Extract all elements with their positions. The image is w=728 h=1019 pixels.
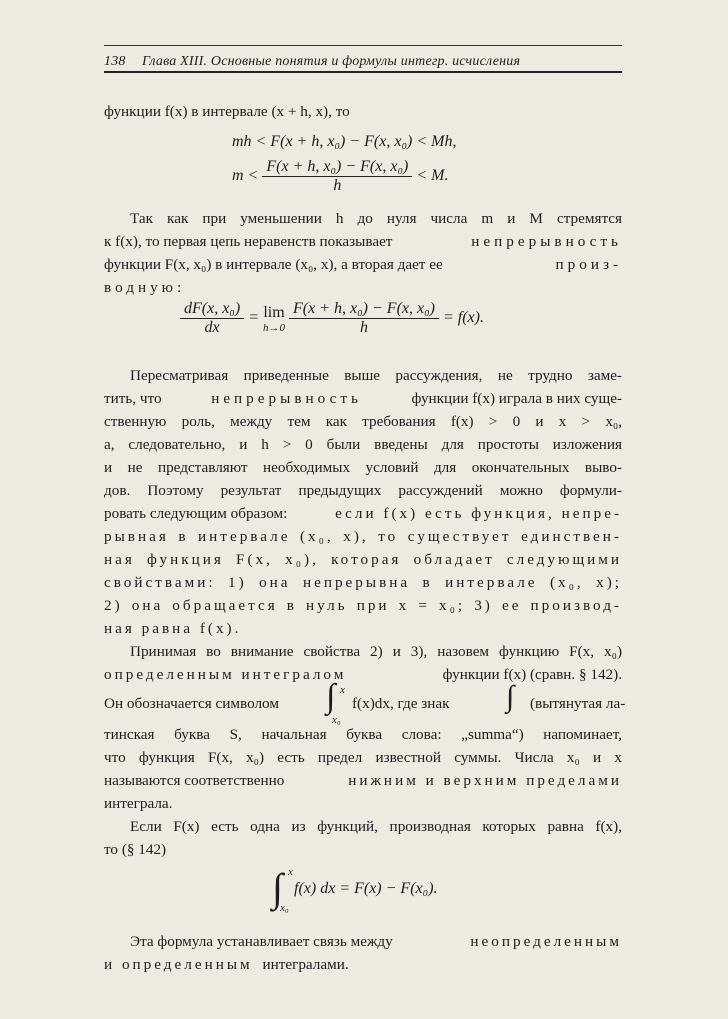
emphasis-span: определенным — [121, 956, 253, 973]
emphasis-span: непрерывность — [471, 233, 622, 250]
emphasis-span: нижним и верхним пределами — [348, 772, 622, 789]
text-span: функции f(x) играла в них суще- — [411, 390, 622, 407]
integral-sign: ∫ — [272, 865, 283, 910]
paragraph-line: Пересматривая приведенные выше рассуждения, не трудно заме- — [130, 367, 622, 384]
integral-lower-limit: x₀ — [332, 714, 341, 726]
paragraph-line — [104, 771, 622, 791]
eq3-lim-sub: h→0 — [263, 321, 285, 334]
paragraph-line — [104, 232, 622, 252]
header-rule-bottom — [104, 71, 622, 73]
eq3-left-numerator: dF(x, x₀) — [180, 300, 244, 319]
eq2-denominator: h — [333, 177, 342, 194]
eq3-equals: = — [248, 309, 259, 327]
paragraph-line — [104, 255, 622, 275]
paragraph-line — [104, 955, 349, 975]
text-span: (вытянутая ла- — [530, 695, 626, 712]
header-rule-top — [104, 45, 622, 46]
emphasis-span: неопределенным — [470, 933, 622, 950]
eq3-right-denominator: h — [359, 319, 368, 336]
paragraph-line: тинская буква S, начальная буква слова: „summa“) напоминает, — [104, 726, 622, 743]
paragraph-line: интеграла. — [104, 795, 173, 812]
emphasis-span: произ- — [555, 256, 622, 273]
text-line: функции f(x) в интервале (x + h, x), то — [104, 103, 350, 120]
text-span: к f(x), то первая цепь неравенств показывает — [104, 233, 393, 250]
paragraph-line — [104, 665, 622, 685]
formula-body: f(x) dx = F(x) − F(x₀). — [294, 880, 438, 897]
eq3-lim: lim — [263, 303, 285, 321]
eq3-end: = f(x). — [442, 309, 484, 327]
paragraph-line: то (§ 142) — [104, 841, 167, 858]
text-span: называются соответственно — [104, 772, 285, 789]
eq2-left: m < — [232, 167, 259, 185]
paragraph-line: рывная в интервале (x₀, x), то существует единствен- — [104, 528, 622, 545]
integral-sign: ∫ — [326, 678, 336, 715]
derivative-formula — [180, 300, 484, 337]
inequality-1: mh < F(x + h, x₀) − F(x, x₀) < Mh, — [232, 133, 457, 150]
emphasis-span: если f(x) есть функция, непре- — [335, 505, 622, 522]
paragraph-line: 2) она обращается в нуль при x = x₀; 3) ее производ- — [104, 597, 622, 614]
paragraph-line — [130, 932, 622, 952]
text-span: f(x)dx, где знак — [352, 695, 450, 712]
integral-lower-limit: x₀ — [280, 902, 289, 914]
text-span: Он обозначается символом — [104, 695, 279, 712]
emphasis-span: непрерывность — [211, 390, 362, 407]
text-span: ровать следующим образом: — [104, 505, 288, 522]
eq2-right: < M. — [416, 167, 449, 185]
text-span: интегралами. — [262, 956, 349, 973]
eq2-fraction — [262, 158, 412, 195]
paragraph-line: водную: — [104, 279, 186, 296]
eq3-right-fraction — [289, 300, 439, 337]
paragraph-line: и не представляют необходимых условий для окончательных выво- — [104, 459, 622, 476]
paragraph-line: ная равна f(x). — [104, 620, 242, 637]
running-title: Глава XIII. Основные понятия и формулы интегр. исчисления — [142, 54, 521, 69]
page-number: 138 — [104, 54, 126, 69]
eq3-right-numerator: F(x + h, x₀) − F(x, x₀) — [289, 300, 439, 319]
emphasis-span: определенным интегралом — [104, 666, 347, 683]
paragraph-line: дов. Поэтому результат предыдущих рассуждений можно формули- — [104, 482, 622, 499]
definite-integral-formula — [272, 865, 572, 916]
integral-upper-limit: x — [340, 684, 345, 696]
paragraph-line: что функция F(x, x₀) есть предел известной суммы. Числа x₀ и x — [104, 749, 622, 766]
integral-upper-limit: x — [288, 866, 293, 878]
paragraph-line: а, следовательно, и h > 0 были введены для простоты изложения — [104, 436, 622, 453]
eq3-limit — [263, 304, 285, 334]
paragraph-line: ная функция F(x, x₀), которая обладает следующими — [104, 551, 622, 568]
text-span: функции F(x, x₀) в интервале (x₀, x), а вторая дает ее — [104, 256, 443, 273]
text-span: и — [104, 956, 113, 973]
eq3-left-fraction — [180, 300, 244, 337]
inequality-2 — [232, 158, 448, 195]
paragraph-line: ственную роль, между тем как требования f(x) > 0 и x > x₀, — [104, 413, 622, 430]
paragraph-line — [104, 504, 622, 524]
paragraph-line: свойствами: 1) она непрерывна в интервале (x₀, x); — [104, 574, 622, 591]
paragraph-line — [104, 389, 622, 409]
text-span: Эта формула устанавливает связь между — [130, 933, 393, 950]
paragraph-line: Если F(x) есть одна из функций, производная которых равна f(x), — [130, 818, 622, 835]
paragraph-line: Так как при уменьшении h до нуля числа m и M стремятся — [130, 210, 622, 227]
eq2-numerator: F(x + h, x₀) − F(x, x₀) — [262, 158, 412, 177]
eq3-left-denominator: dx — [204, 319, 220, 336]
paragraph-line: Принимая во внимание свойства 2) и 3), назовем функцию F(x, x₀) — [130, 643, 622, 660]
text-span: тить, что — [104, 390, 162, 407]
integral-sign: ∫ — [506, 680, 515, 713]
text-span: функции f(x) (сравн. § 142). — [442, 666, 622, 683]
